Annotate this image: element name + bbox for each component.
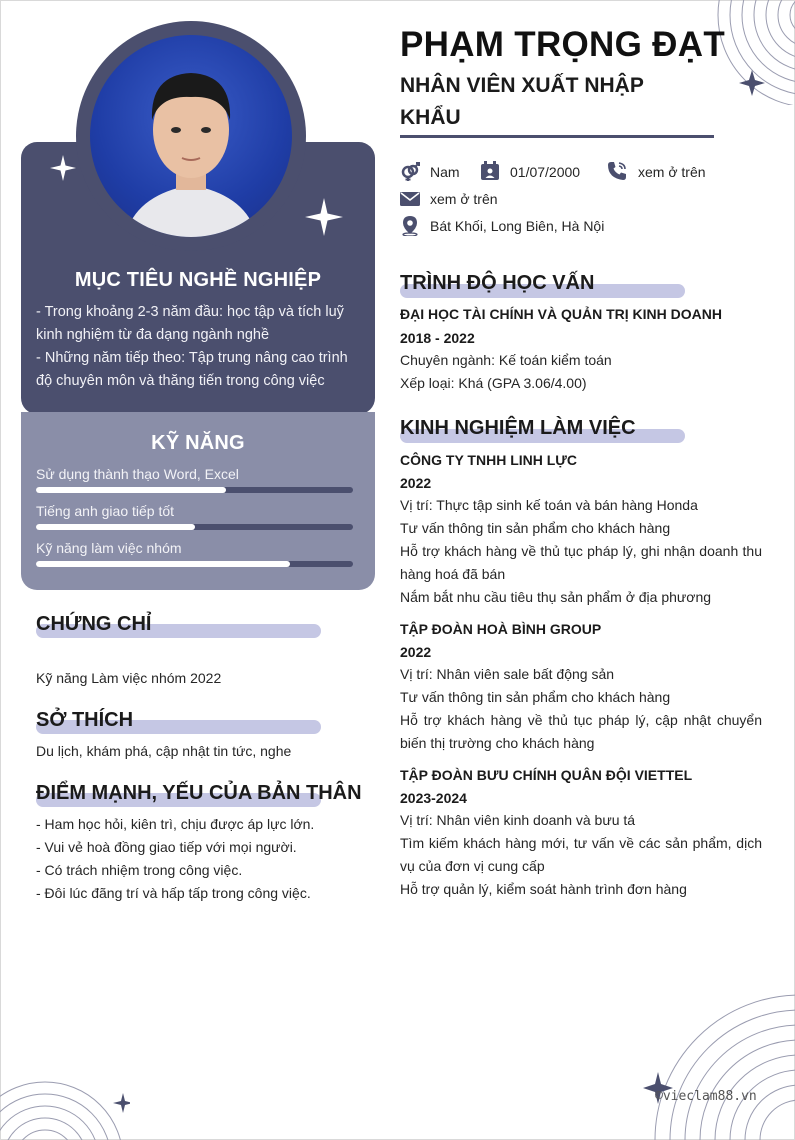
avatar (90, 35, 292, 237)
strengths-title: ĐIỂM MẠNH, YẾU CỦA BẢN THÂN (36, 782, 362, 804)
certificate-item: Kỹ năng Làm việc nhóm 2022 (36, 670, 222, 686)
career-goal-line: - Những năm tiếp theo: Tập trung nâng cao trình độ chuyên môn và thăng tiến trong công việc (36, 350, 348, 389)
job-details (400, 663, 762, 755)
sparkle-icon (305, 198, 343, 236)
job-years: 2022 (400, 475, 432, 491)
gender-value: Nam (430, 164, 460, 180)
career-goal-text (36, 301, 362, 393)
gender-icon (400, 162, 420, 182)
education-title: TRÌNH ĐỘ HỌC VẤN (400, 272, 595, 294)
bottom-left-rings-decoration (0, 1060, 130, 1140)
header-divider (400, 135, 714, 138)
birthday-value: 01/07/2000 (510, 164, 581, 180)
job-details (400, 494, 762, 609)
education-details (400, 349, 762, 395)
job-line: Nắm bắt nhu cầu tiêu thụ sản phẩm ở địa phương (400, 589, 712, 605)
job-line: Vị trí: Thực tập sinh kế toán và bán hàng Honda (400, 497, 698, 513)
job-years: 2023-2024 (400, 790, 467, 806)
job-line: Tư vấn thông tin sản phẩm cho khách hàng (400, 520, 671, 536)
job-line: Hỗ trợ quản lý, kiểm soát hành trình đơn hàng (400, 881, 687, 897)
certificates-title: CHỨNG CHỈ (36, 613, 152, 635)
education-years: 2018 - 2022 (400, 330, 475, 346)
calendar-icon (480, 161, 500, 181)
experience-title: KINH NGHIỆM LÀM VIỆC (400, 417, 636, 439)
job-details (400, 809, 762, 901)
location-icon (400, 216, 420, 236)
job-line: Hỗ trợ khách hàng về thủ tục pháp lý, cập nhật chuyển biến thị trường cho khách hàng (400, 712, 762, 751)
candidate-name: PHẠM TRỌNG ĐẠT (400, 25, 726, 64)
job-years: 2022 (400, 644, 432, 660)
company-name: TẬP ĐOÀN HOÀ BÌNH GROUP (400, 621, 602, 637)
watermark: ©vieclam88.vn (655, 1089, 757, 1104)
job-line: Tư vấn thông tin sản phẩm cho khách hàng (400, 689, 671, 705)
career-goal-title: MỤC TIÊU NGHỀ NGHIỆP (74, 269, 322, 291)
job-line: Vị trí: Nhân viên kinh doanh và bưu tá (400, 812, 636, 828)
skill-label: Sử dụng thành thạo Word, Excel (36, 466, 239, 482)
strength-item: - Ham học hỏi, kiên trì, chịu được áp lực lớn. (36, 816, 315, 832)
phone-icon (607, 161, 627, 181)
email-value: xem ở trên (430, 191, 498, 207)
company-name: CÔNG TY TNHH LINH LỰC (400, 452, 578, 468)
skills-title: KỸ NĂNG (151, 432, 245, 454)
skill-bar-fill (36, 487, 226, 493)
skill-bar (36, 487, 353, 493)
company-name: TẬP ĐOÀN BƯU CHÍNH QUÂN ĐỘI VIETTEL (400, 767, 693, 783)
school-name: ĐẠI HỌC TÀI CHÍNH VÀ QUẢN TRỊ KINH DOANH (400, 306, 722, 322)
strength-item: - Có trách nhiệm trong công việc. (36, 862, 243, 878)
address-value: Bát Khối, Long Biên, Hà Nội (430, 218, 605, 234)
skill-bar-fill (36, 561, 290, 567)
job-title: NHÂN VIÊN XUẤT NHẬP KHẨU (400, 74, 644, 129)
education-line: Xếp loại: Khá (GPA 3.06/4.00) (400, 375, 587, 391)
job-line: Tìm kiếm khách hàng mới, tư vấn về các sản phẩm, dịch vụ của đơn vị cung cấp (400, 835, 762, 874)
career-goal-line: - Trong khoảng 2-3 năm đầu: học tập và tích luỹ kinh nghiệm từ đa dạng ngành nghề (36, 304, 344, 343)
email-icon (400, 189, 420, 209)
job-line: Hỗ trợ khách hàng về thủ tục pháp lý, ghi nhận doanh thu hàng hoá đã bán (400, 543, 762, 582)
strength-item: - Đôi lúc đãng trí và hấp tấp trong công việc. (36, 885, 311, 901)
hobbies-text: Du lịch, khám phá, cập nhật tin tức, nghe (36, 743, 292, 759)
phone-value: xem ở trên (638, 164, 706, 180)
sparkle-icon (50, 155, 76, 181)
bottom-right-rings-decoration (640, 960, 795, 1140)
education-line: Chuyên ngành: Kế toán kiểm toán (400, 352, 612, 368)
sparkle-icon (739, 70, 765, 96)
skill-bar-fill (36, 524, 195, 530)
strengths-list (36, 813, 366, 905)
strength-item: - Vui vẻ hoà đồng giao tiếp với mọi người. (36, 839, 297, 855)
skill-label: Tiếng anh giao tiếp tốt (36, 503, 175, 519)
sparkle-icon (113, 1093, 130, 1113)
hobbies-title: SỞ THÍCH (36, 709, 134, 731)
job-line: Vị trí: Nhân viên sale bất động sản (400, 666, 615, 682)
skill-bar (36, 524, 353, 530)
skill-bar (36, 561, 353, 567)
skill-label: Kỹ năng làm việc nhóm (36, 540, 182, 556)
